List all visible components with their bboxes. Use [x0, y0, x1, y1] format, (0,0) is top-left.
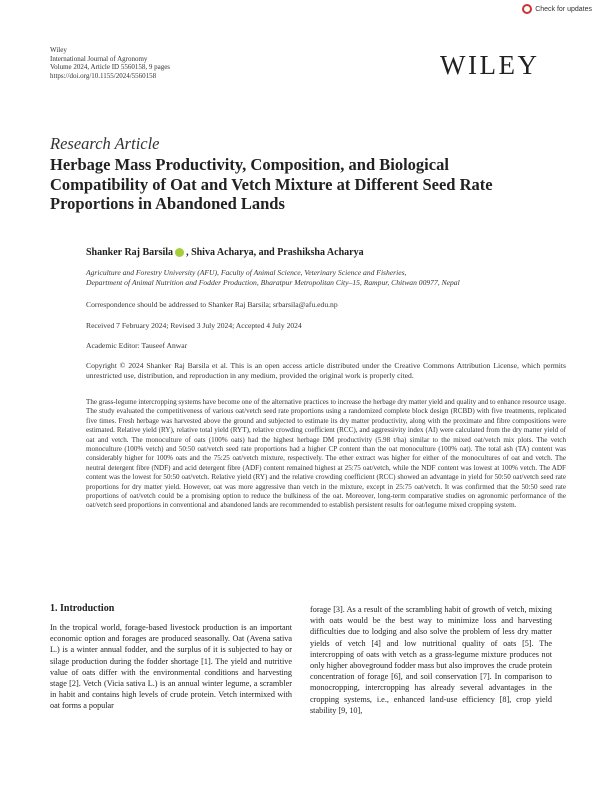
- check-for-updates-badge[interactable]: [522, 2, 592, 16]
- check-updates-label: Check for updates: [535, 5, 592, 13]
- intro-paragraph: In the tropical world, forage-based livestock production is an important economic option and forages are produced seasonally. Oat (Avena sativa L.) is a winter annual fodder, and the surplus of it is subjected to hay or silage production during the fodder shortage [1]. The yield and nutritive value of oats differ with the environmental conditions and harvesting stage [2]. Vetch (Vicia sativa L.) is an annual winter legume, a scrambler in habit and contains high levels of crude protein. Vetch intermixed with oat forms a popular: [50, 623, 292, 711]
- affiliation-line-1: Agriculture and Forestry University (AFU), Faculty of Animal Science, Veterinary Science and Fisheries,: [86, 268, 407, 277]
- doi-link[interactable]: https://doi.org/10.1155/2024/5560158: [50, 71, 157, 80]
- correspondence: Correspondence should be addressed to Shanker Raj Barsila; srbarsila@afu.edu.np: [86, 300, 338, 309]
- section-heading: 1. Introduction: [50, 603, 115, 614]
- author-list: [86, 247, 566, 258]
- publisher-line: Wiley: [50, 46, 67, 54]
- article-type: Research Article: [50, 134, 160, 153]
- co-authors: , Shiva Acharya, and Prashiksha Acharya: [186, 247, 364, 258]
- intro-left-column: [50, 622, 292, 712]
- article-dates: Received 7 February 2024; Revised 3 July 2024; Accepted 4 July 2024: [86, 321, 302, 330]
- affiliation-line-2: Department of Animal Nutrition and Fodder Production, Bharatpur Metropolitan City–15, Rampur, Chitwan 00977, Nepal: [86, 278, 460, 287]
- intro-paragraph-continued: forage [3]. As a result of the scrambling habit of growth of vetch, mixing with oats would be the best way to minimize loss and harvesting difficulties due to lodging and also solve the problem of less dry matter yields of vetch [4] and low nutritional quality of oats [5]. The intercropping of oats with vetch as a grass-legume mixture produces not only higher aboveground fodder mass but also improves the crude protein concentration of forage [6], and soil conservation [7]. In comparison to monocropping, intercropping has already several advantages in the cropping systems, i.e., enhanced land-use efficiency [8], crop yield stability [9, 10],: [310, 605, 552, 715]
- wiley-logo: WILEY: [440, 50, 540, 80]
- article-title: Herbage Mass Productivity, Composition, and Biological Compatibility of Oat and Vetch Mixture at Different Seed Rate Proportions in Abandoned Lands: [50, 155, 493, 214]
- journal-name: International Journal of Agronomy: [50, 54, 148, 63]
- author-name[interactable]: Shanker Raj Barsila: [86, 247, 174, 258]
- academic-editor: Academic Editor: Tauseef Anwar: [86, 341, 188, 350]
- abstract: The grass-legume intercropping systems have become one of the alternative practices to increase the herbage dry matter yield and quality and to enhance resource usage. The study evaluated the competitiveness of various oat/vetch seed rate proportions using a randomized complete block design (RCBD) with five treatments, replicated five times. Fresh herbage was harvested above the ground and subjected to estimate its dry matter productivity, along with the proximate and fibre compositions were estimated. Relative yield (RY), relative total yield (RYT), relative crowding coefficient (RCC), and aggressivity index (AI) were calculated from the dry matter yield of oat and vetch. The monoculture of oats (100% oats) had the highest herbage DM productivity (5.98 t/ha) similar to the mixed oat/vetch mix plots. The vetch monoculture (100% vetch) and 50:50 oat/vetch seed rate proportions had a higher CP content than the oat monoculture (100% oat). The total ash (TA) content was considerably higher for 100% oats and the 75:25 oat/vetch mixture, respectively. The ether extract was higher for either of the monocultures of oat and vetch. The neutral detergent fibre (NDF) and acid detergent fibre (ADF) content remained highest at 25:75 oat/vetch, while the NDF content was lowest at 100% vetch. The ADF content was the lowest for 50:50 oat/vetch. Relative yield (RY) and the relative crowding coefficient (RCC) showed an advantage in yield for 50:50 oat/vetch seed rate proportions for dry matter yield. However, oat was more aggressive than vetch in the mixture, except in 25:75 oat/vetch. It was confirmed that the 50:50 seed rate proportions of oat/vetch could be a promising option to reduce the bulkiness of the oat. Moreover, long-term comparative studies on agronomic performance of the oat/vetch seed proportions in conventional and abandoned lands are recommended to establish persistent results for oat/legume mixed cropping system.: [86, 398, 567, 510]
- volume-line: Volume 2024, Article ID 5560158, 9 pages: [50, 63, 171, 72]
- intro-right-column: [310, 604, 552, 716]
- copyright-notice: Copyright © 2024 Shanker Raj Barsila et al. This is an open access article distributed under the Creative Commons Attribution License, which permits unrestricted use, distribution, and reproduction in any medium, provided the original work is properly cited.: [86, 361, 566, 380]
- check-updates-icon: [522, 4, 532, 14]
- journal-header: [50, 46, 170, 80]
- orcid-icon[interactable]: [175, 248, 184, 257]
